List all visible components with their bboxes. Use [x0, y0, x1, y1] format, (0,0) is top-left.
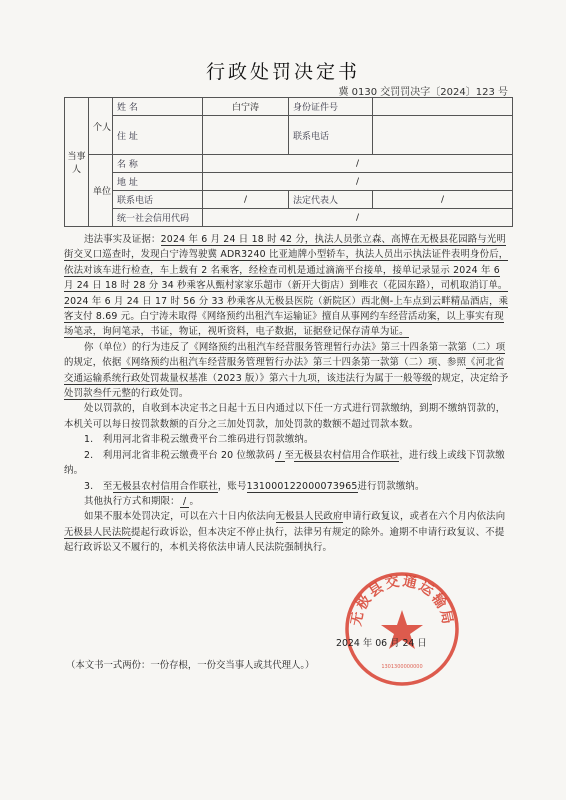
party-info-table: [64, 97, 513, 227]
payment-method-2: 2. 利用河北省非税云缴费平台 20 位缴款码 / 至无极县农村信用合作联社，进行线上或线下罚款缴纳。: [64, 449, 505, 477]
unit-name-label: 名 称: [113, 155, 203, 173]
court-name: 无极县人民法院: [64, 526, 132, 538]
name-label: 姓 名: [113, 98, 203, 116]
facts-text: 2024 年 6 月 24 日 18 时 42 分，执法人员张立森、高博在无极县花园路与光明街交叉口巡查时，发现白宁涛驾驶冀 ADR3240 比亚迪牌小型轿车，执法人员出示执法证件表明身份后，依法对该车进行检查，车上载有 2 名乘客，经检查司机是通过滴滴平台接单，接单记录显示 2024 年 6 月 24 日 18 时 28 分 34 秒乘客从甄村家家乐超市（新开大街店）到唯衣（花园东路），司机取消订单。2024 年 6 月 24 日 17 时 56 分 33 秒乘客从无极县医院（新院区）西北侧-上车点到云畔精品酒店，乘客支付 8.69 元。白宁涛未取得《网络预约出租汽车运输证》擅自从事网约车经营活动案，以上事实有现场笔录，询问笔录，书证，物证，视听资料，电子数据，证据登记保存清单为证。: [64, 234, 509, 338]
unit-address-label: 地 址: [113, 173, 203, 191]
penalty-amount: 处罚款叁仟元整: [64, 388, 132, 400]
legal-rep-label: 法定代表人: [289, 191, 373, 209]
reference-rule: 《河北省交通运输系统行政处罚裁量权基准（2023 版）》第六十九项，该违法行为属于一般等级: [64, 357, 505, 384]
payment-method-3: 3. 至无极县农村信用合作联社，账号13100012200007396​5进行罚款缴纳。: [84, 480, 425, 492]
facts-paragraph: [64, 232, 512, 340]
party-header: 当事人: [65, 98, 89, 227]
svg-text:1301300000000: 1301300000000: [381, 664, 423, 670]
document-title: 行政处罚决定书: [205, 61, 360, 83]
basis-rule: 《网络预约出租汽车经营服务管理暂行办法》第三十四条第一款第（二）项: [121, 357, 438, 369]
unit-address-value: /: [203, 173, 513, 191]
copies-footnote: （本文书一式两份：一份存根，一份交当事人或其代理人。）: [66, 660, 315, 671]
credit-code-value: /: [203, 209, 513, 227]
bank-name: 无极县农村信用合作联社: [294, 449, 400, 461]
unit-label: 单位: [89, 155, 113, 227]
decision-body: [64, 232, 512, 556]
decision-date: 2024 年 06 月 24 日: [336, 638, 427, 649]
id-value: [373, 98, 513, 116]
official-seal-icon: [343, 570, 461, 688]
bank-name-2: 无极县农村信用合作联社: [112, 480, 218, 492]
violated-rule: 《网络预约出租汽车经营服务管理暂行办法》第三十四条第一款第（二）项: [189, 341, 506, 353]
unit-name-value: /: [203, 155, 513, 173]
document-number: 冀 0130 交罚罚决字〔2024〕123 号: [338, 87, 508, 98]
legal-rep-value: /: [373, 191, 513, 209]
account-number: 13100012200007396​5: [246, 480, 358, 492]
other-execution: 其他执行方式和期限： / 。: [84, 495, 200, 507]
facts-lead: 违法事实及证据：: [84, 234, 161, 245]
person-label: 个人: [89, 98, 113, 155]
address-label: 住 址: [113, 116, 203, 155]
unit-phone-label: 联系电话: [113, 191, 203, 209]
payment-method-1: 1. 利用河北省非税云缴费平台二维码进行罚款缴纳。: [84, 434, 314, 446]
credit-code-label: 统一社会信用代码: [113, 209, 203, 227]
review-authority: 无极县人民政府: [275, 511, 343, 523]
violation-paragraph: 你（单位）的行为违反了《网络预约出租汽车经营服务管理暂行办法》第三十四条第一款第（二）项的规定，依据《网络预约出租汽车经营服务管理暂行办法》第三十四条第一款第（二）项、参照《河北省交通运输系统行政处罚裁量权基准（2023 版）》第六十九项，该违法行为属于一般等级的规定，决定给予处罚款叁仟元整的行政处罚。: [64, 341, 509, 400]
payment-deadline-paragraph: 处以罚款的，自收到本决定书之日起十五日内通过以下任一方式进行罚款缴纳，到期不缴纳罚款的，本机关可以每日按罚款数额的百分之三加处罚款，加处罚款的数额不超过罚款本数。: [64, 403, 506, 430]
appeal-paragraph: 如果不服本处罚决定，可以在六十日内依法向无极县人民政府申请行政复议，或者在六个月内依法向无极县人民法院提起行政诉讼，但本决定不停止执行，法律另有规定的除外。逾期不申请行政复议、不提起行政诉讼又不履行的，本机关将依法申请人民法院强制执行。: [64, 511, 506, 554]
phone-value: [373, 116, 513, 155]
name-value: 白宁涛: [203, 98, 289, 116]
address-value: [203, 116, 289, 155]
unit-phone-value: /: [203, 191, 289, 209]
svg-text:无极县交通运输局: 无极县交通运输局: [348, 573, 456, 628]
id-label: 身份证件号: [289, 98, 373, 116]
phone-label: 联系电话: [289, 116, 373, 155]
